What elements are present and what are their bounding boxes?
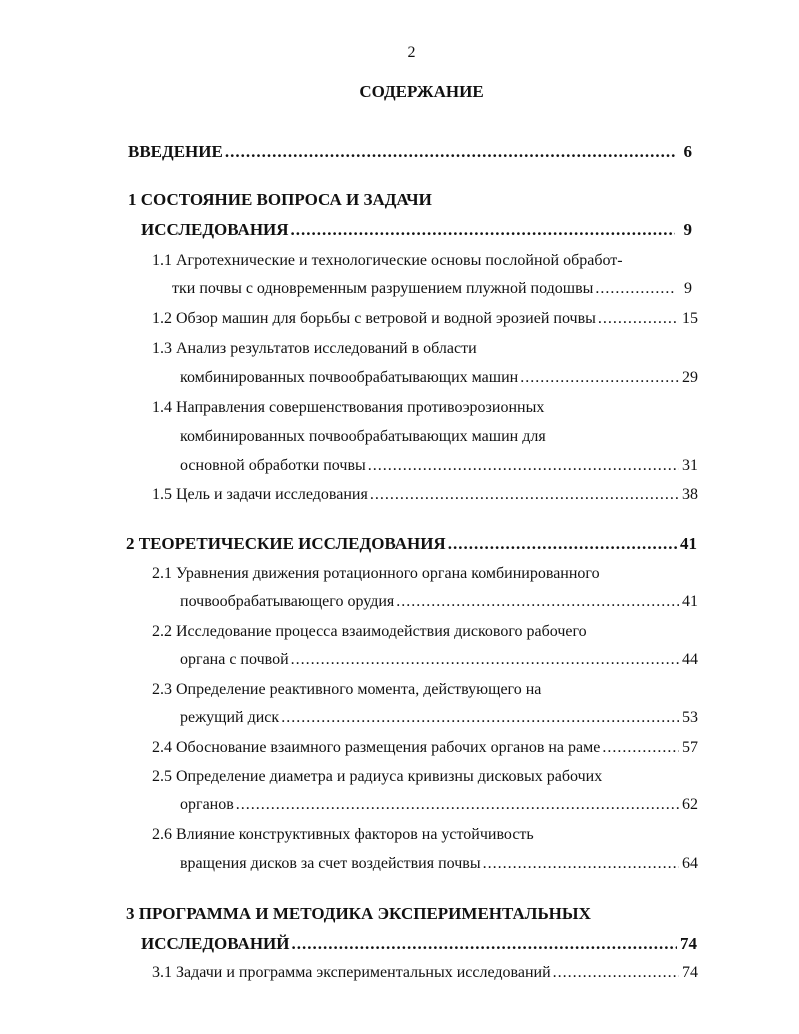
- dot-leader: [483, 854, 679, 874]
- dot-leader: [396, 592, 679, 612]
- toc-section-2-5-line1: 2.5 Определение диаметра и радиуса кривизны дисковых рабочих: [152, 768, 603, 785]
- toc-entry-chapter-2[interactable]: [126, 534, 697, 554]
- toc-page-number: 74: [682, 964, 698, 981]
- toc-entry-text: 2.4 Обоснование взаимного размещения рабочих органов на раме: [152, 739, 601, 756]
- toc-entry-text: ВВЕДЕНИЕ: [128, 142, 223, 161]
- toc-entry-text: комбинированных почвообрабатывающих машин: [180, 369, 519, 386]
- toc-entry-chapter-1[interactable]: [141, 220, 692, 240]
- toc-section-2-3-line1: 2.3 Определение реактивного момента, действующего на: [152, 681, 542, 698]
- toc-section-1-4-line2: комбинированных почвообрабатывающих машин для: [180, 428, 546, 445]
- dot-leader: [448, 534, 677, 554]
- dot-leader: [602, 738, 679, 758]
- dot-leader: [291, 650, 679, 670]
- dot-leader: [368, 456, 679, 476]
- dot-leader: [225, 142, 675, 162]
- toc-page-number: 9: [684, 280, 692, 297]
- toc-page-number: 6: [683, 142, 692, 161]
- toc-section-1-1-line1: 1.1 Агротехнические и технологические основы послойной обработ-: [152, 252, 623, 269]
- toc-entry-text: органа с почвой: [180, 651, 289, 668]
- toc-chapter-1-heading: 1 СОСТОЯНИЕ ВОПРОСА И ЗАДАЧИ: [128, 190, 432, 209]
- dot-leader: [553, 963, 679, 983]
- toc-entry-text: ИССЛЕДОВАНИЙ: [141, 934, 290, 953]
- dot-leader: [370, 485, 679, 505]
- dot-leader: [595, 279, 675, 299]
- toc-page-number: 9: [683, 220, 692, 239]
- toc-entry-section-1-5[interactable]: [152, 485, 698, 505]
- toc-page-number: 64: [682, 855, 698, 872]
- dot-leader: [291, 220, 675, 240]
- dot-leader: [520, 368, 679, 388]
- toc-entry-text: вращения дисков за счет воздействия почвы: [180, 855, 481, 872]
- toc-entry-section-1-2[interactable]: [152, 309, 698, 329]
- toc-entry-section-1-1[interactable]: [172, 279, 692, 299]
- toc-entry-text: 1.5 Цель и задачи исследования: [152, 486, 368, 503]
- toc-page-number: 31: [682, 457, 698, 474]
- toc-chapter-3-heading: 3 ПРОГРАММА И МЕТОДИКА ЭКСПЕРИМЕНТАЛЬНЫХ: [126, 904, 591, 923]
- toc-section-2-2-line1: 2.2 Исследование процесса взаимодействия дискового рабочего: [152, 623, 587, 640]
- toc-page-number: 57: [682, 739, 698, 756]
- dot-leader: [281, 708, 679, 728]
- toc-entry-text: почвообрабатывающего орудия: [180, 593, 395, 610]
- toc-page-number: 74: [680, 934, 697, 953]
- toc-page-number: 41: [680, 534, 697, 553]
- toc-page-number: 15: [682, 310, 698, 327]
- toc-entry-section-2-3[interactable]: [180, 708, 698, 728]
- toc-entry-section-1-3[interactable]: [180, 368, 698, 388]
- toc-entry-text: ИССЛЕДОВАНИЯ: [141, 220, 289, 239]
- toc-section-2-1-line1: 2.1 Уравнения движения ротационного органа комбинированного: [152, 565, 600, 582]
- toc-entry-text: 3.1 Задачи и программа экспериментальных исследований: [152, 964, 551, 981]
- toc-entry-text: 2 ТЕОРЕТИЧЕСКИЕ ИССЛЕДОВАНИЯ: [126, 534, 446, 553]
- toc-entry-section-2-1[interactable]: [180, 592, 698, 612]
- toc-entry-intro[interactable]: [128, 142, 692, 162]
- toc-entry-section-2-4[interactable]: [152, 738, 698, 758]
- toc-entry-text: органов: [180, 796, 234, 813]
- toc-entry-text: основной обработки почвы: [180, 457, 366, 474]
- toc-section-2-6-line1: 2.6 Влияние конструктивных факторов на устойчивость: [152, 826, 534, 843]
- toc-page-number: 44: [682, 651, 698, 668]
- dot-leader: [598, 309, 679, 329]
- toc-page-number: 38: [682, 486, 698, 503]
- toc-entry-section-2-5[interactable]: [180, 795, 698, 815]
- toc-entry-section-3-1[interactable]: [152, 963, 698, 983]
- toc-entry-text: тки почвы с одновременным разрушением плужной подошвы: [172, 280, 594, 297]
- toc-page-number: 62: [682, 796, 698, 813]
- toc-entry-chapter-3[interactable]: [141, 934, 697, 954]
- toc-entry-section-2-2[interactable]: [180, 650, 698, 670]
- toc-section-1-4-line1: 1.4 Направления совершенствования противоэрозионных: [152, 399, 545, 416]
- toc-title: СОДЕРЖАНИЕ: [359, 82, 484, 101]
- toc-entry-text: 1.2 Обзор машин для борьбы с ветровой и водной эрозией почвы: [152, 310, 596, 327]
- toc-entry-section-1-4[interactable]: [180, 456, 698, 476]
- toc-page-number: 29: [682, 369, 698, 386]
- dot-leader: [236, 795, 679, 815]
- toc-page-number: 41: [682, 593, 698, 610]
- toc-section-1-3-line1: 1.3 Анализ результатов исследований в области: [152, 340, 477, 357]
- dot-leader: [292, 934, 678, 954]
- toc-page-number: 53: [682, 709, 698, 726]
- toc-entry-section-2-6[interactable]: [180, 854, 698, 874]
- toc-entry-text: режущий диск: [180, 709, 280, 726]
- page-number: 2: [407, 44, 416, 61]
